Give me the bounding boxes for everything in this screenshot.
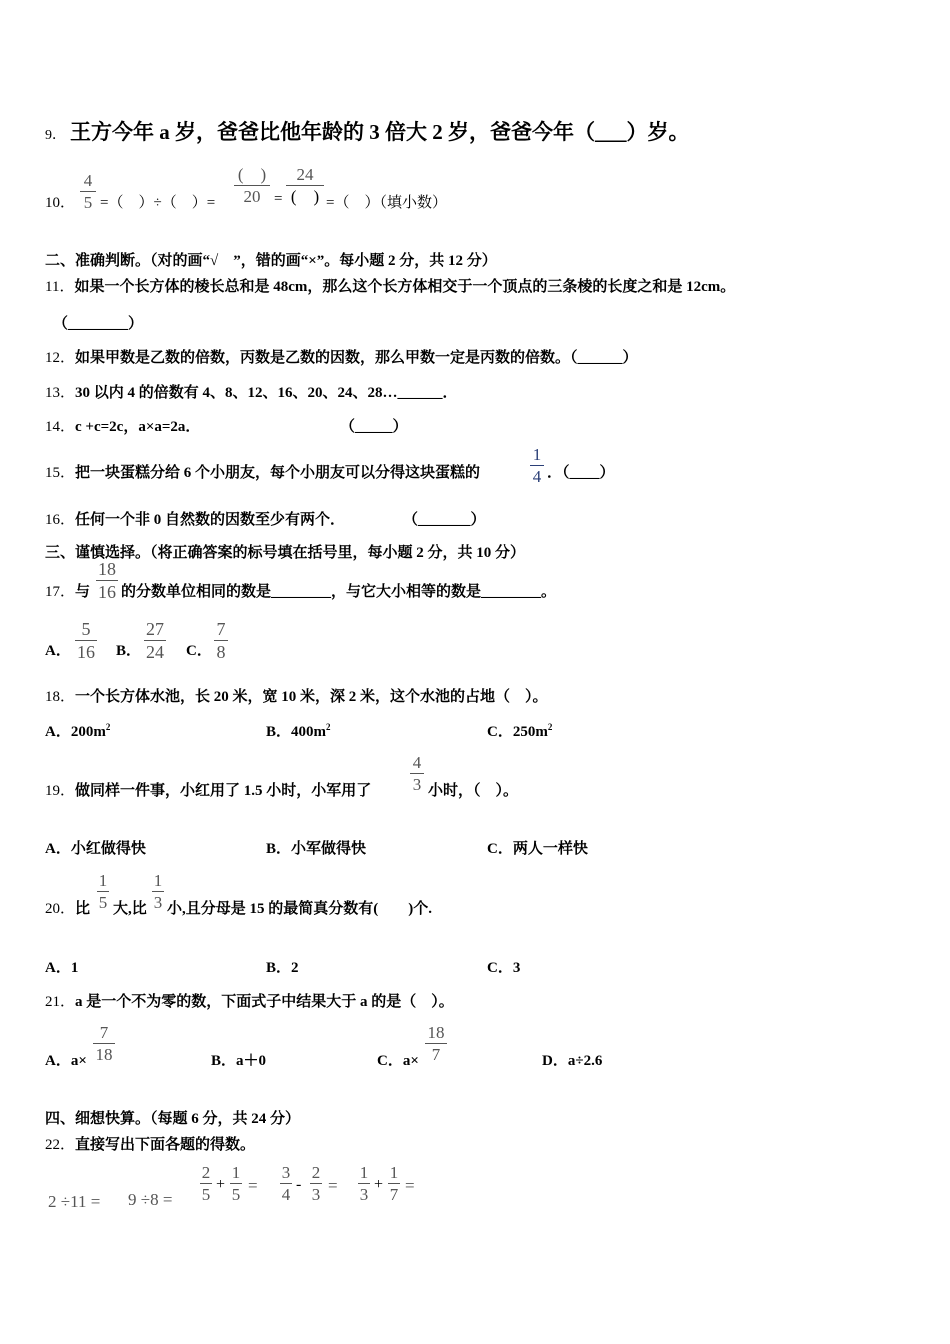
equals-sign: = [274,191,283,207]
fraction [234,166,270,205]
option-a-fraction [75,620,97,661]
denominator: 7 [389,1185,399,1204]
option-b[interactable]: B．2 [266,960,299,976]
option-b[interactable]: B．a＋0 [211,1053,267,1069]
option-d[interactable]: D．a÷2.6 [542,1053,603,1069]
question-9 [45,116,690,146]
question-22 [45,1133,255,1154]
denominator: 4 [532,467,542,486]
fraction [152,872,164,911]
question-text: 一个长方体水池，长 20 米，宽 10 米，深 2 米，这个水池的占地（ ）。 [75,689,548,705]
numerator: ( ) [237,165,267,184]
denominator: 4 [281,1185,291,1204]
question-text: 如果甲数是乙数的倍数，丙数是乙数的因数，那么甲数一定是丙数的倍数。（______） [75,350,638,366]
question-text: 的分数单位相同的数是________，与它大小相等的数是________。 [121,584,557,600]
numerator: 3 [281,1163,291,1182]
numerator: 2 [311,1163,321,1182]
answer-blank[interactable]: （_____） [340,419,408,435]
fraction [97,872,109,911]
question-tail: 小,且分母是 15 的最简真分数有( )个. [167,901,432,917]
fraction [388,1164,400,1203]
numerator: 1 [389,1163,399,1182]
denominator: 5 [98,893,108,912]
denominator: 20 [243,187,261,206]
fraction [410,754,424,793]
denominator: 3 [311,1185,321,1204]
question-12 [45,346,638,367]
fraction [230,1164,242,1203]
option-a[interactable] [45,720,110,741]
question-16 [45,508,345,529]
fraction [310,1164,322,1203]
question-number: 12． [45,350,76,366]
equals-sign: = [405,1176,415,1195]
question-mid: 大,比 [113,901,147,917]
option-c[interactable]: C．3 [487,960,521,976]
question-number: 18． [45,689,76,705]
fraction [530,446,544,485]
question-14 [45,415,200,436]
question-number: 14． [45,419,76,435]
denominator: ( ) [290,187,320,206]
operator: + [216,1176,226,1193]
numerator: 1 [98,871,108,890]
numerator: 1 [231,1163,241,1182]
numerator: 18 [427,1023,445,1042]
question-number: 19． [45,783,76,799]
superscript: 2 [105,722,111,732]
denominator: 16 [77,642,95,662]
equation-text: =（ ）÷（ ）= [100,195,216,211]
option-a[interactable]: A．小红做得快 [45,841,146,857]
fraction [280,1164,292,1203]
denominator: 3 [153,893,163,912]
option-label: B．400m [266,724,327,740]
answer-blank[interactable]: （________） [53,316,144,332]
option-a-fraction [93,1024,115,1063]
numerator: 7 [99,1023,109,1042]
denominator: 5 [201,1185,211,1204]
fraction [358,1164,370,1203]
denominator: 18 [95,1045,113,1064]
fraction [96,560,118,601]
equals-sign: = [248,1176,258,1195]
option-label: A．200m [45,724,106,740]
question-prefix: 与 [75,584,91,600]
numerator: 27 [146,619,164,639]
superscript: 2 [547,722,553,732]
numerator: 4 [83,171,93,190]
question-number: 16． [45,512,76,528]
denominator: 5 [83,193,93,212]
fraction [200,1164,212,1203]
numerator: 4 [412,753,422,772]
question-number: 11． [45,279,75,295]
equals-sign: = [328,1176,338,1195]
option-c-label[interactable]: C． [186,643,212,659]
section-heading: 三、谨慎选择。（将正确答案的标号填在括号里，每小题 2 分，共 10 分） [45,545,526,561]
option-label: C．250m [487,724,548,740]
question-number: 10． [45,195,76,211]
option-c[interactable] [487,720,552,741]
operator: - [296,1176,302,1193]
option-a[interactable]: A．a× [45,1053,87,1069]
option-a-label[interactable]: A． [45,643,71,659]
option-c[interactable]: C．a× [377,1053,419,1069]
question-text: 把一块蛋糕分给 6 个小朋友，每个小朋友可以分得这块蛋糕的 [75,465,481,481]
denominator: 16 [98,582,116,602]
section-heading: 二、准确判断。（对的画“√ ”，错的画“×”。每小题 2 分，共 12 分） [45,253,497,269]
section-heading: 四、细想快算。（每题 6 分，共 24 分） [45,1111,301,1127]
question-text: c +c=2c，a×a=2a． [75,419,201,435]
denominator: 3 [412,775,422,794]
question-number: 13． [45,385,76,401]
answer-blank[interactable]: （_______） [403,512,486,528]
question-text: a 是一个不为零的数，下面式子中结果大于 a 的是（ ）。 [75,994,454,1010]
fraction [80,172,96,211]
superscript: 2 [326,722,331,732]
numerator: 18 [98,559,116,579]
fraction [286,166,324,205]
option-a[interactable]: A．1 [45,960,79,976]
question-text: 做同样一件事，小红用了 1.5 小时，小军用了 [75,783,372,799]
option-b[interactable] [266,720,331,741]
expression-2: 9 ÷8 = [128,1190,173,1209]
question-number: 17． [45,584,76,600]
numerator: 1 [153,871,163,890]
question-13 [45,381,458,402]
question-text: 30 以内 4 的倍数有 4、8、12、16、20、24、28…______． [75,385,458,401]
question-number: 20． [45,901,76,917]
expression-1: 2 ÷11 = [48,1192,101,1211]
denominator: 3 [359,1185,369,1204]
numerator: 24 [296,165,314,184]
option-c[interactable]: C．两人一样快 [487,841,588,857]
equation-tail: =（ ）（填小数） [326,195,447,211]
denominator: 8 [216,642,226,662]
question-11 [45,275,735,296]
question-text: 任何一个非 0 自然数的因数至少有两个． [75,512,346,528]
numerator: 7 [216,619,226,639]
denominator: 5 [231,1185,241,1204]
option-b-label[interactable]: B． [116,643,142,659]
numerator: 1 [532,445,542,464]
denominator: 7 [431,1045,441,1064]
operator: + [374,1176,384,1193]
numerator: 2 [201,1163,211,1182]
question-number: 21． [45,994,76,1010]
option-b-fraction [144,620,166,661]
question-number: 22． [45,1137,76,1153]
numerator: 5 [81,619,91,639]
question-prefix: 比 [75,901,91,917]
question-tail: ．（____） [547,465,615,481]
question-tail: 小时，（ ）。 [428,783,519,799]
numerator: 1 [359,1163,369,1182]
question-number: 9． [45,128,66,143]
question-text: 王方今年 a 岁，爸爸比他年龄的 3 倍大 2 岁，爸爸今年（___）岁。 [70,120,690,144]
option-c-fraction [214,620,228,661]
question-text: 如果一个长方体的棱长总和是 48cm，那么这个长方体相交于一个顶点的三条棱的长度之和是 12cm。 [74,279,736,295]
option-c-fraction [425,1024,447,1063]
denominator: 24 [146,642,164,662]
option-b[interactable]: B．小军做得快 [266,841,367,857]
question-text: 直接写出下面各题的得数。 [75,1137,256,1153]
question-number: 15． [45,465,76,481]
